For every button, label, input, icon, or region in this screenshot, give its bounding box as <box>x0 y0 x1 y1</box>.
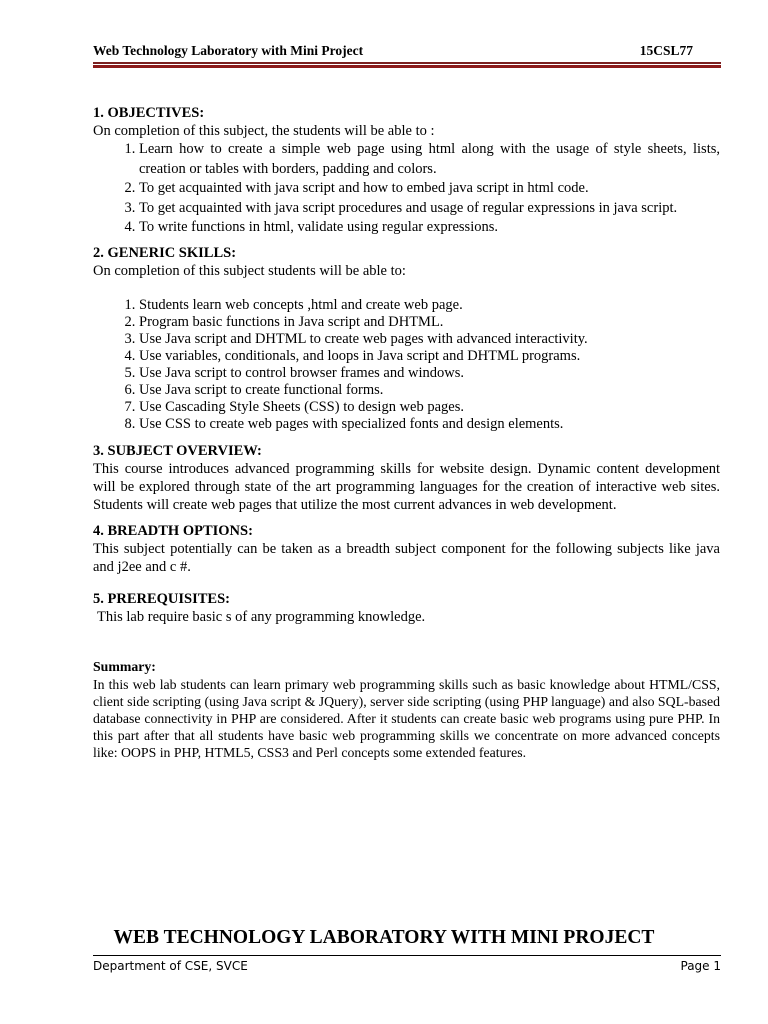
list-item: 3. Use Java script and DHTML to create web pages with advanced interactivity. <box>139 331 720 348</box>
section-prerequisites <box>93 590 720 626</box>
section-intro: On completion of this subject students will be able to: <box>93 262 406 279</box>
list-item: 6. Use Java script to create functional forms. <box>139 382 720 399</box>
section-title: 3. SUBJECT OVERVIEW: <box>93 442 262 459</box>
section-overview <box>93 442 720 514</box>
section-text: This subject potentially can be taken as a breadth subject component for the following subjects like java and j2ee and c #. <box>93 540 720 575</box>
section-objectives <box>93 104 720 238</box>
header-rule-thin <box>93 62 721 64</box>
list-item: 4. To write functions in html, validate using regular expressions. <box>139 218 720 238</box>
section-intro: On completion of this subject, the students will be able to : <box>93 123 435 139</box>
section-generic-skills <box>93 244 720 433</box>
page-content <box>93 104 720 761</box>
section-title: 5. PREREQUISITES: <box>93 590 230 607</box>
list-item: 2. Program basic functions in Java script and DHTML. <box>139 314 720 331</box>
summary-text: In this web lab students can learn primary web programming skills such as basic knowledge about HTML/CSS, client side scripting (using Java script & JQuery), server side scripting (using PHP language) and also SQL-based database connectivity in PHP are considered. After it students can create basic web programs using pure PHP. In this part after that all students have basic web programming skills we concentrate on more advanced concepts like: OOPS in PHP, HTML5, CSS3 and Perl concepts some extended features. <box>93 676 720 760</box>
section-title: 1. OBJECTIVES: <box>93 105 205 121</box>
list-item: 8. Use CSS to create web pages with specialized fonts and design elements. <box>139 416 720 433</box>
list-item: 3. To get acquainted with java script procedures and usage of regular expressions in java script. <box>139 199 720 219</box>
footer-banner: WEB TECHNOLOGY LABORATORY WITH MINI PROJECT <box>113 927 655 948</box>
footer-department: Department of CSE, SVCE <box>93 959 248 973</box>
summary-title: Summary: <box>93 658 156 674</box>
section-summary <box>93 658 720 761</box>
section-text: This course introduces advanced programming skills for website design. Dynamic content development will be explored through state of the art programming languages for the creation of interactive web sites. Students will create web pages that utilize the most current advances in web development. <box>93 460 720 513</box>
footer-rule <box>93 955 721 956</box>
header-course-code: 15CSL77 <box>639 43 693 58</box>
section-title: 2. GENERIC SKILLS: <box>93 244 237 261</box>
list-item: 7. Use Cascading Style Sheets (CSS) to design web pages. <box>139 399 720 416</box>
list-item: 5. Use Java script to control browser frames and windows. <box>139 365 720 382</box>
list-item: 1. Learn how to create a simple web page using html along with the usage of style sheets, lists, creation or tables with borders, padding and colors. <box>139 140 720 179</box>
section-text: This lab require basic s of any programming knowledge. <box>97 608 426 625</box>
section-breadth <box>93 522 720 576</box>
list-item: 4. Use variables, conditionals, and loops in Java script and DHTML programs. <box>139 348 720 365</box>
section-title: 4. BREADTH OPTIONS: <box>93 522 253 539</box>
page-header <box>93 43 721 63</box>
objectives-list <box>93 140 720 238</box>
skills-list <box>93 297 720 433</box>
header-title: Web Technology Laboratory with Mini Project <box>93 43 364 58</box>
footer-page-number: Page 1 <box>680 959 721 973</box>
list-item: 1. Students learn web concepts ,html and create web page. <box>139 297 720 314</box>
list-item: 2. To get acquainted with java script and how to embed java script in html code. <box>139 179 720 199</box>
header-rule-thick <box>93 65 721 68</box>
